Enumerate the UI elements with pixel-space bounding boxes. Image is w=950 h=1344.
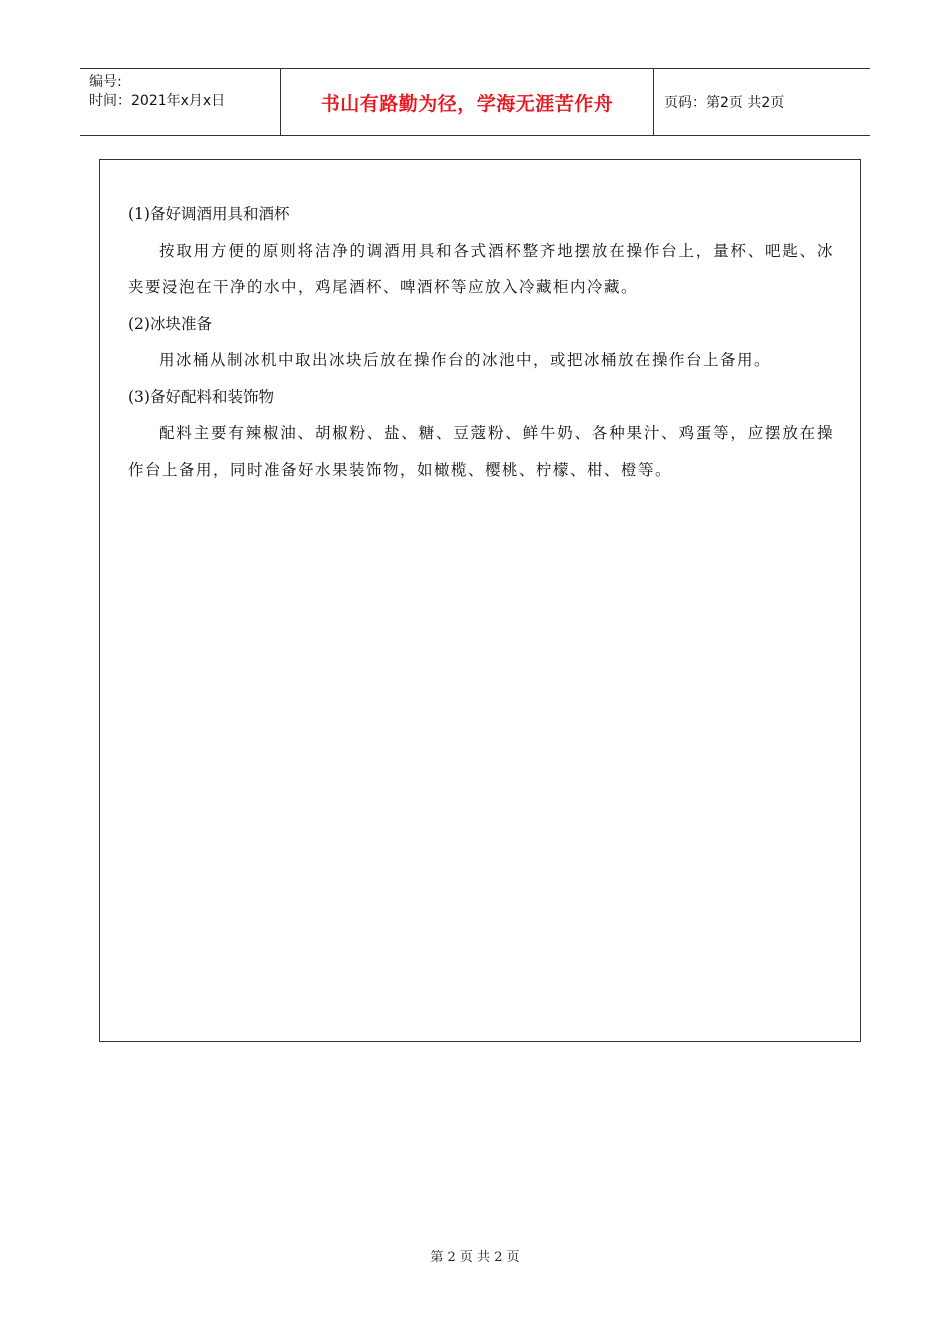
serial-label: 编号: [89,74,122,90]
section-body-1: 按取用方便的原则将洁净的调酒用具和各式酒杯整齐地摆放在操作台上，量杯、吧匙、冰夹要浸泡在干净的水中，鸡尾酒杯、啤酒杯等应放入冷藏柜内冷藏。 [128,241,834,296]
page-code-cell [654,69,870,135]
header-info-cell [80,69,281,135]
page-footer: 第 2 页 共 2 页 [430,1250,520,1265]
section-heading-3: (3)备好配料和装饰物 [128,387,274,406]
motto-cell [281,69,654,135]
page-code: 页码：第2页 共2页 [664,95,785,111]
section-body-3: 配料主要有辣椒油、胡椒粉、盐、糖、豆蔻粉、鲜牛奶、各种果汁、鸡蛋等，应摆放在操作台上备用，同时准备好水果装饰物，如橄榄、樱桃、柠檬、柑、橙等。 [128,424,834,479]
date-label: 时间：2021年x月x日 [89,93,226,109]
section-body-2: 用冰桶从制冰机中取出冰块后放在操作台的冰池中，或把冰桶放在操作台上备用。 [159,351,772,369]
motto-text: 书山有路勤为径，学海无涯苦作舟 [320,92,614,115]
section-heading-2: (2)冰块准备 [128,314,212,333]
header-table [80,68,870,136]
document-content [128,196,834,488]
section-heading-1: (1)备好调酒用具和酒杯 [128,205,290,223]
